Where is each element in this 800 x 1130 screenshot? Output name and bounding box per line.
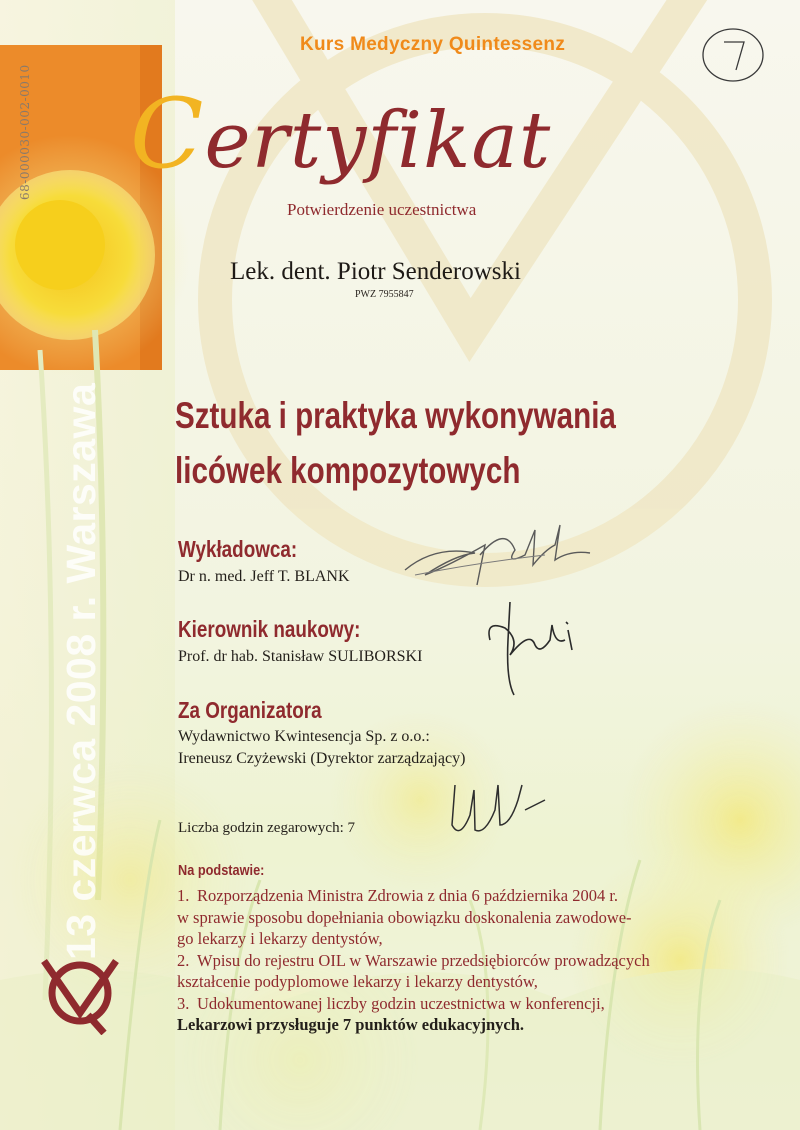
- scientific-head-signature: [480, 600, 590, 700]
- organizer-line1: Wydawnictwo Kwintesencja Sp. z o.o.:: [178, 728, 430, 745]
- course-title-line1: Sztuka i praktyka wykonywania: [175, 395, 616, 436]
- serial-number: 68-000030-002-0010: [18, 64, 32, 200]
- lecturer-heading: Wykładowca:: [178, 536, 298, 562]
- course-title-line2: licówek kompozytowych: [175, 450, 521, 491]
- scientific-head-name: Prof. dr hab. Stanisław SULIBORSKI: [178, 648, 423, 665]
- lecturer-signature: [395, 515, 595, 590]
- circled-mark-icon: [703, 29, 763, 81]
- basis-item: 3. Udokumentowanej liczby godzin uczestnictwa w konferencji,: [177, 993, 605, 1013]
- quintessenz-logo: [40, 955, 120, 1035]
- subtitle: Potwierdzenie uczestnictwa: [287, 200, 477, 219]
- organizer-heading: Za Organizatora: [178, 697, 322, 723]
- basis-item-continuation: go lekarzy i lekarzy dentystów,: [177, 929, 383, 948]
- recipient-pwz: PWZ 7955847: [355, 289, 414, 300]
- course-title: [175, 388, 616, 498]
- organizer-signature: [440, 770, 550, 850]
- recipient-name: Lek. dent. Piotr Senderowski: [230, 258, 521, 285]
- scientific-head-heading: Kierownik naukowy:: [178, 616, 361, 642]
- basis-item-continuation: w sprawie sposobu dopełniania obowiązku doskonalenia zawodowe-: [177, 907, 632, 927]
- side-date: 13 czerwca 2008 r. Warszawa: [58, 382, 104, 960]
- basis-item-continuation: kształcenie podyplomowe lekarzy i lekarzy dentystów,: [177, 972, 538, 991]
- hours-count: Liczba godzin zegarowych: 7: [178, 820, 356, 836]
- organizer-line2: Ireneusz Czyżewski (Dyrektor zarządzający): [178, 750, 466, 767]
- certificate-title: [130, 78, 551, 190]
- basis-item: 2. Wpisu do rejestru OIL w Warszawie przedsiębiorców prowadzących: [177, 950, 650, 970]
- basis-list: [177, 885, 777, 1036]
- basis-heading: Na podstawie:: [178, 862, 265, 879]
- title-rest: ertyfikat: [204, 96, 552, 186]
- title-initial: C: [130, 78, 205, 190]
- lecturer-name: Dr n. med. Jeff T. BLANK: [178, 568, 350, 585]
- education-points-statement: Lekarzowi przysługuje 7 punktów edukacyjnych.: [177, 1015, 524, 1034]
- basis-item: 1. Rozporządzenia Ministra Zdrowia z dnia 6 października 2004 r.: [177, 886, 619, 905]
- course-provider-name: Kurs Medyczny Quintessenz: [300, 34, 566, 55]
